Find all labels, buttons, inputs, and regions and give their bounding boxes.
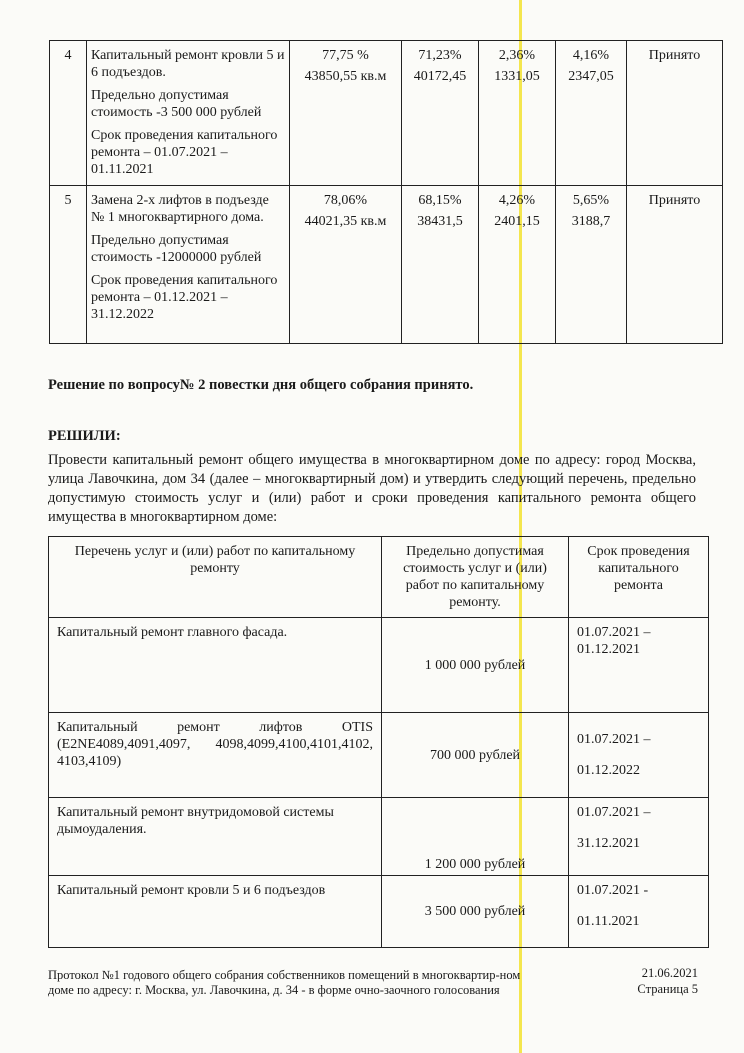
agenda-item-cell — [87, 41, 290, 186]
agenda-item-cell — [87, 186, 290, 344]
col4-cell — [556, 41, 627, 186]
result-cell: Принято — [627, 186, 723, 344]
term-cell — [569, 876, 709, 948]
col4-area: 2347,05 — [568, 69, 614, 84]
agenda-item-title: Замена 2-х лифтов в подъезде № 1 многоквартирного дома. — [91, 193, 269, 225]
col3-area: 2401,15 — [494, 214, 540, 229]
agenda-item-title: Капитальный ремонт кровли 5 и 6 подъездов. — [91, 48, 285, 80]
cost-cell: 3 500 000 рублей — [382, 876, 569, 948]
term-start: 01.07.2021 – — [577, 625, 651, 640]
cost-cell: 1 200 000 рублей — [382, 798, 569, 876]
agenda-item-cost: Предельно допустимая стоимость -3 500 000 рублей — [91, 88, 262, 120]
table-row — [50, 186, 723, 344]
col2-area: 38431,5 — [417, 214, 463, 229]
term-end: 31.12.2021 — [577, 836, 640, 851]
col2-percent: 68,15% — [418, 193, 462, 208]
col2-cell — [402, 186, 479, 344]
cost-cell: 1 000 000 рублей — [382, 618, 569, 713]
work-cell: Капитальный ремонт кровли 5 и 6 подъездов — [49, 876, 382, 948]
for-area: 43850,55 кв.м — [304, 69, 387, 84]
footer-date: 21.06.2021 — [641, 966, 698, 980]
table-header-row — [49, 537, 709, 618]
col4-cell — [556, 186, 627, 344]
col3-cell — [479, 186, 556, 344]
work-cell: Капитальный ремонт внутридомовой системы дымоудаления. — [49, 798, 382, 876]
term-cell — [569, 798, 709, 876]
col3-cell — [479, 41, 556, 186]
agenda-item-term: Срок проведения капитального ремонта – 01.12.2021 – 31.12.2022 — [91, 273, 278, 322]
work-cell: Капитальный ремонт лифтов OTIS (E2NE4089,4091,4097, 4098,4099,4100,4101,4102, 4103,4109) — [49, 713, 382, 798]
term-cell — [569, 618, 709, 713]
col3-area: 1331,05 — [494, 69, 540, 84]
for-percent: 78,06% — [323, 193, 368, 208]
agenda-item-term: Срок проведения капитального ремонта – 01.07.2021 – 01.11.2021 — [91, 128, 278, 177]
table-row — [49, 618, 709, 713]
header-work: Перечень услуг и (или) работ по капитальному ремонту — [49, 537, 382, 618]
page-number: Страница 5 — [637, 982, 698, 996]
col2-cell — [402, 41, 479, 186]
header-cost: Предельно допустимая стоимость услуг и (или) работ по капитальному ремонту. — [382, 537, 569, 618]
term-start: 01.07.2021 – — [577, 805, 651, 820]
footer-protocol: Протокол №1 годового общего собрания собственников помещений в многоквартир-ном доме по адресу: г. Москва, ул. Лавочкина, д. 34 - в форме очно-заочного голосования — [48, 968, 521, 997]
col4-percent: 4,16% — [572, 48, 610, 63]
header-term: Срок проведения капитального ремонта — [569, 537, 709, 618]
table-row — [49, 798, 709, 876]
col4-percent: 5,65% — [572, 193, 610, 208]
for-percent: 77,75 % — [322, 48, 369, 63]
col3-percent: 2,36% — [498, 48, 536, 63]
col3-percent: 4,26% — [498, 193, 536, 208]
for-area: 44021,35 кв.м — [304, 214, 387, 229]
row-number: 4 — [50, 41, 87, 186]
col4-area: 3188,7 — [571, 214, 611, 229]
decision-line: Решение по вопросу№ 2 повестки дня общего собрания принято. — [48, 377, 474, 393]
term-end: 01.12.2022 — [577, 763, 640, 778]
term-end: 01.11.2021 — [577, 914, 640, 929]
row-number: 5 — [50, 186, 87, 344]
voting-results-table — [49, 40, 723, 344]
term-start: 01.07.2021 - — [577, 883, 649, 898]
for-cell — [290, 186, 402, 344]
table-row — [50, 41, 723, 186]
term-end: 01.12.2021 — [577, 642, 640, 657]
resolved-heading: РЕШИЛИ: — [48, 428, 121, 444]
col2-area: 40172,45 — [413, 69, 467, 84]
col2-percent: 71,23% — [418, 48, 462, 63]
work-cell: Капитальный ремонт главного фасада. — [49, 618, 382, 713]
term-start: 01.07.2021 – — [577, 732, 651, 747]
agenda-item-cost: Предельно допустимая стоимость -12000000 рублей — [91, 233, 262, 265]
resolved-text: Провести капитальный ремонт общего имущества в многоквартирном доме по адресу: город Москва, улица Лавочкина, дом 34 (далее – многоквартирный дом) и утвердить следующий перечень, предельно допустимую стоимость услуг и (или) работ и сроки проведения капитального ремонта общего имущества в многоквартирном доме: — [48, 452, 696, 525]
term-cell — [569, 713, 709, 798]
result-cell: Принято — [627, 41, 723, 186]
table-row — [49, 876, 709, 948]
footer-meta — [600, 965, 698, 997]
for-cell — [290, 41, 402, 186]
cost-cell: 700 000 рублей — [382, 713, 569, 798]
table-row — [49, 713, 709, 798]
works-table — [48, 536, 709, 948]
